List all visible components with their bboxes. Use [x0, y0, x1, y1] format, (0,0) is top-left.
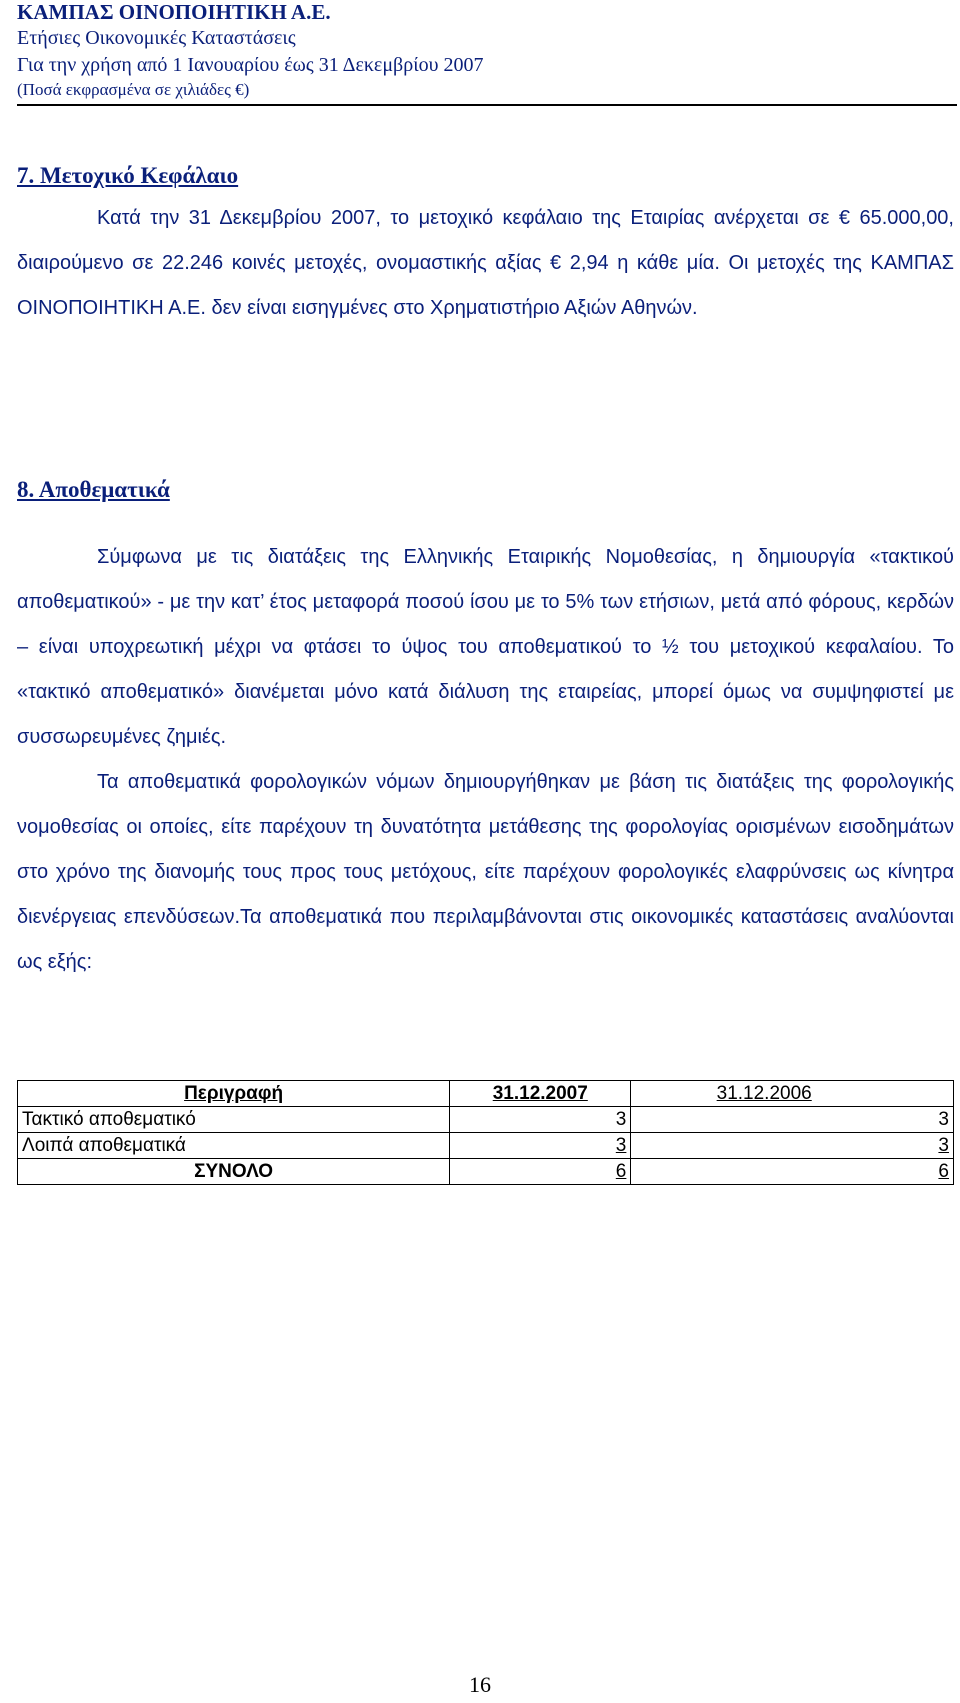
- row-value-2006: 3: [631, 1107, 954, 1133]
- header-2007: 31.12.2007: [450, 1081, 631, 1107]
- section-8-text: [17, 535, 954, 985]
- report-subtitle: Ετήσιες Οικονομικές Καταστάσεις: [17, 27, 296, 49]
- row-value-2006: 3: [631, 1133, 954, 1159]
- amounts-note: (Ποσά εκφρασμένα σε χιλιάδες €): [17, 80, 250, 99]
- header-description: Περιγραφή: [18, 1081, 450, 1107]
- table-header-row: [18, 1081, 954, 1107]
- page-number: 16: [469, 1672, 491, 1697]
- company-name: ΚΑΜΠΑΣ ΟΙΝΟΠΟΙΗΤΙΚΗ Α.Ε.: [17, 0, 331, 24]
- document-header: [17, 0, 960, 101]
- total-value-2006: 6: [631, 1159, 954, 1185]
- section-7-paragraph: Κατά την 31 Δεκεμβρίου 2007, το μετοχικό κεφάλαιο της Εταιρίας ανέρχεται σε € 65.000,00, διαιρούμενο σε 22.246 κοινές μετοχές, ονομαστικής αξίας € 2,94 η κάθε μία. Οι μετοχές της ΚΑΜΠΑΣ ΟΙΝΟΠΟΙΗΤΙΚΗ Α.Ε. δεν είναι εισηγμένες στο Χρηματιστήριο Αξιών Αθηνών.: [17, 207, 954, 319]
- row-label: Λοιπά αποθεματικά: [18, 1133, 450, 1159]
- reserves-table: [17, 1080, 954, 1185]
- section-8-paragraph-2: Τα αποθεματικά φορολογικών νόμων δημιουργήθηκαν με βάση τις διατάξεις της φορολογικής νομοθεσίας οι οποίες, είτε παρέχουν τη δυνατότητα μετάθεσης της φορολογίας ορισμένων εισοδημάτων στο χρόνο της διανομής τους προς τους μετόχους, είτε παρέχουν φορολογικές ελαφρύνσεις ως κίνητρα διενέργειας επενδύσεων.Τα αποθεματικά που περιλαμβάνονται στις οικονομικές καταστάσεις αναλύονται ως εξής:: [17, 771, 954, 973]
- row-value-2007: 3: [450, 1133, 631, 1159]
- header-2006: 31.12.2006: [631, 1081, 954, 1107]
- section-7-title: 7. Μετοχικό Κεφάλαιο: [17, 163, 239, 188]
- table-total-row: [18, 1159, 954, 1185]
- section-8-title: 8. Αποθεματικά: [17, 477, 170, 502]
- row-value-2007: 3: [450, 1107, 631, 1133]
- report-period: Για την χρήση από 1 Ιανουαρίου έως 31 Δεκεμβρίου 2007: [17, 54, 484, 76]
- section-8-paragraph-1: Σύμφωνα με τις διατάξεις της Ελληνικής Εταιρικής Νομοθεσίας, η δημιουργία «τακτικού αποθεματικού» - με την κατ’ έτος μεταφορά ποσού ίσου με το 5% των ετήσιων, μετά από φόρους, κερδών – είναι υποχρεωτική μέχρι να φτάσει το ύψος του αποθεματικού το ½ του μετοχικού κεφαλαίου. Το «τακτικό αποθεματικό» διανέμεται μόνο κατά διάλυση της εταιρείας, μπορεί όμως να συμψηφιστεί με συσσωρευμένες ζημιές.: [17, 546, 954, 748]
- total-value-2007: 6: [450, 1159, 631, 1185]
- section-7-text: [17, 196, 954, 331]
- table-row: [18, 1133, 954, 1159]
- row-label: Τακτικό αποθεματικό: [18, 1107, 450, 1133]
- header-rule: [17, 104, 957, 106]
- total-label: ΣΥΝΟΛΟ: [18, 1159, 450, 1185]
- table-row: [18, 1107, 954, 1133]
